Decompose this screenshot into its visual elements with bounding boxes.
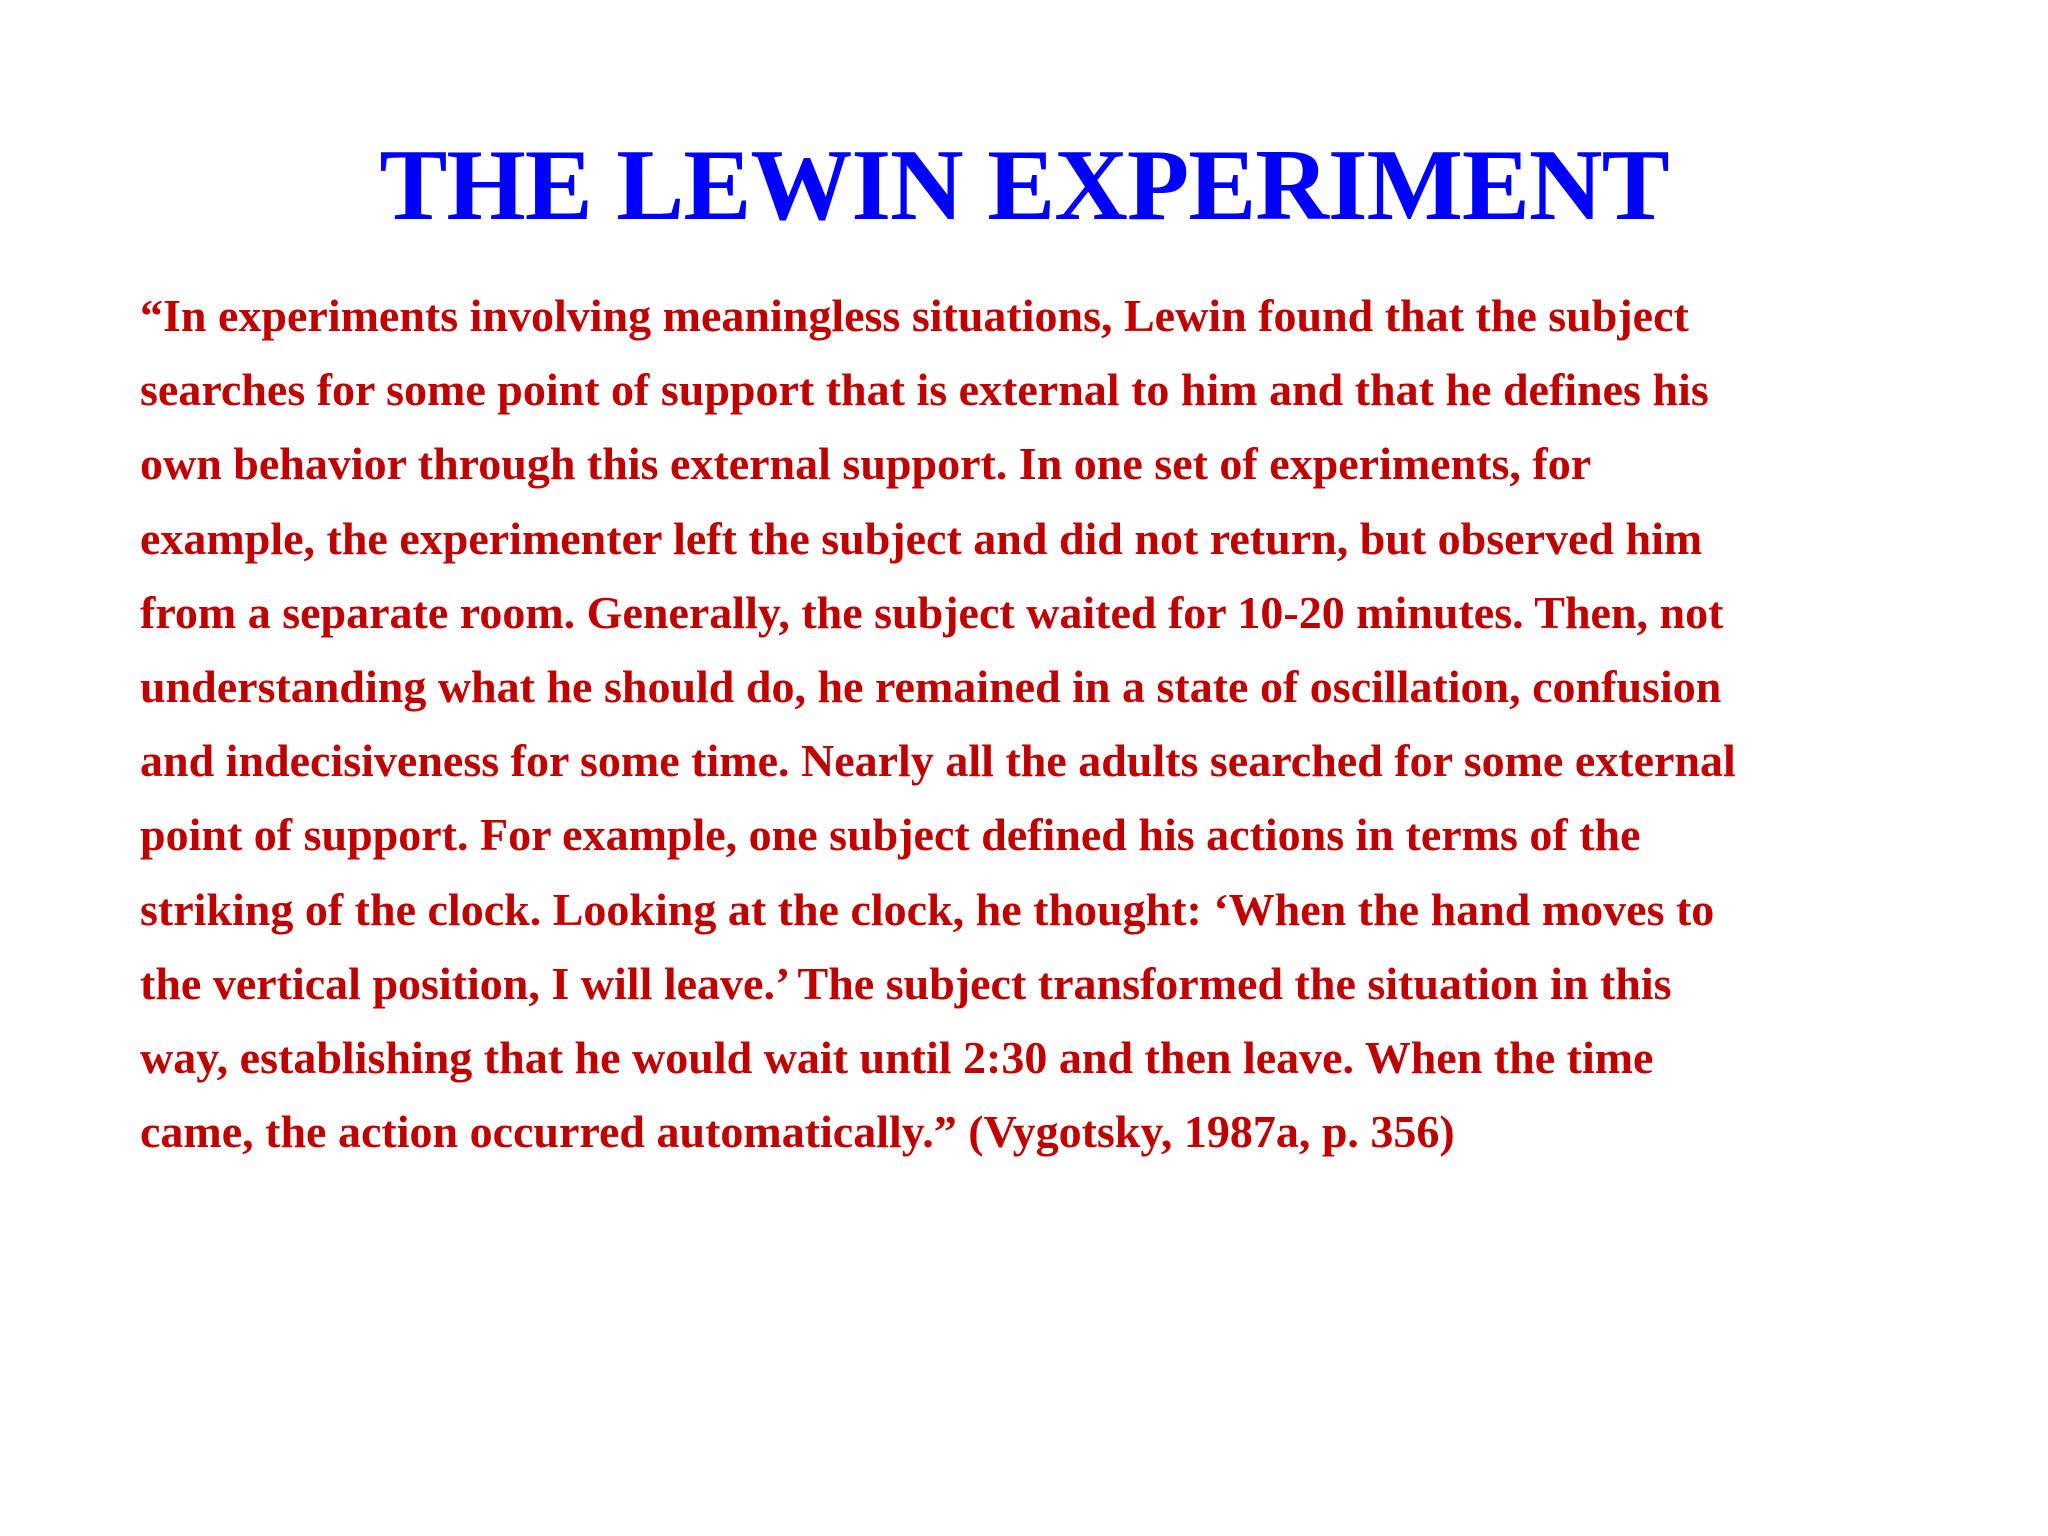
quote-line: striking of the clock. Looking at the clock, he thought: ‘When the hand moves to	[140, 883, 1715, 935]
quote-line: “In experiments involving meaningless situations, Lewin found that the subject	[140, 290, 1689, 341]
quote-line: way, establishing that he would wait until 2:30 and then leave. When the time	[140, 1032, 1654, 1084]
slide-title: THE LEWIN EXPERIMENT	[379, 129, 1669, 242]
quote-line: from a separate room. Generally, the subject waited for 10-20 minutes. Then, not	[140, 586, 1724, 638]
quote-line: the vertical position, I will leave.’ The subject transformed the situation in this	[140, 957, 1672, 1009]
citation-line: came, the action occurred automatically.” (Vygotsky, 1987a, p. 356)	[140, 1106, 1455, 1158]
quote-line: example, the experimenter left the subject and did not return, but observed him	[140, 512, 1703, 564]
quote-body	[140, 279, 1960, 1169]
quote-line: understanding what he should do, he remained in a state of oscillation, confusion	[140, 661, 1722, 713]
quote-line: point of support. For example, one subject defined his actions in terms of the	[140, 809, 1641, 861]
quote-line: own behavior through this external support. In one set of experiments, for	[140, 438, 1592, 490]
quote-line: searches for some point of support that is external to him and that he defines his	[140, 364, 1709, 416]
quote-line: and indecisiveness for some time. Nearly all the adults searched for some external	[140, 735, 1736, 787]
